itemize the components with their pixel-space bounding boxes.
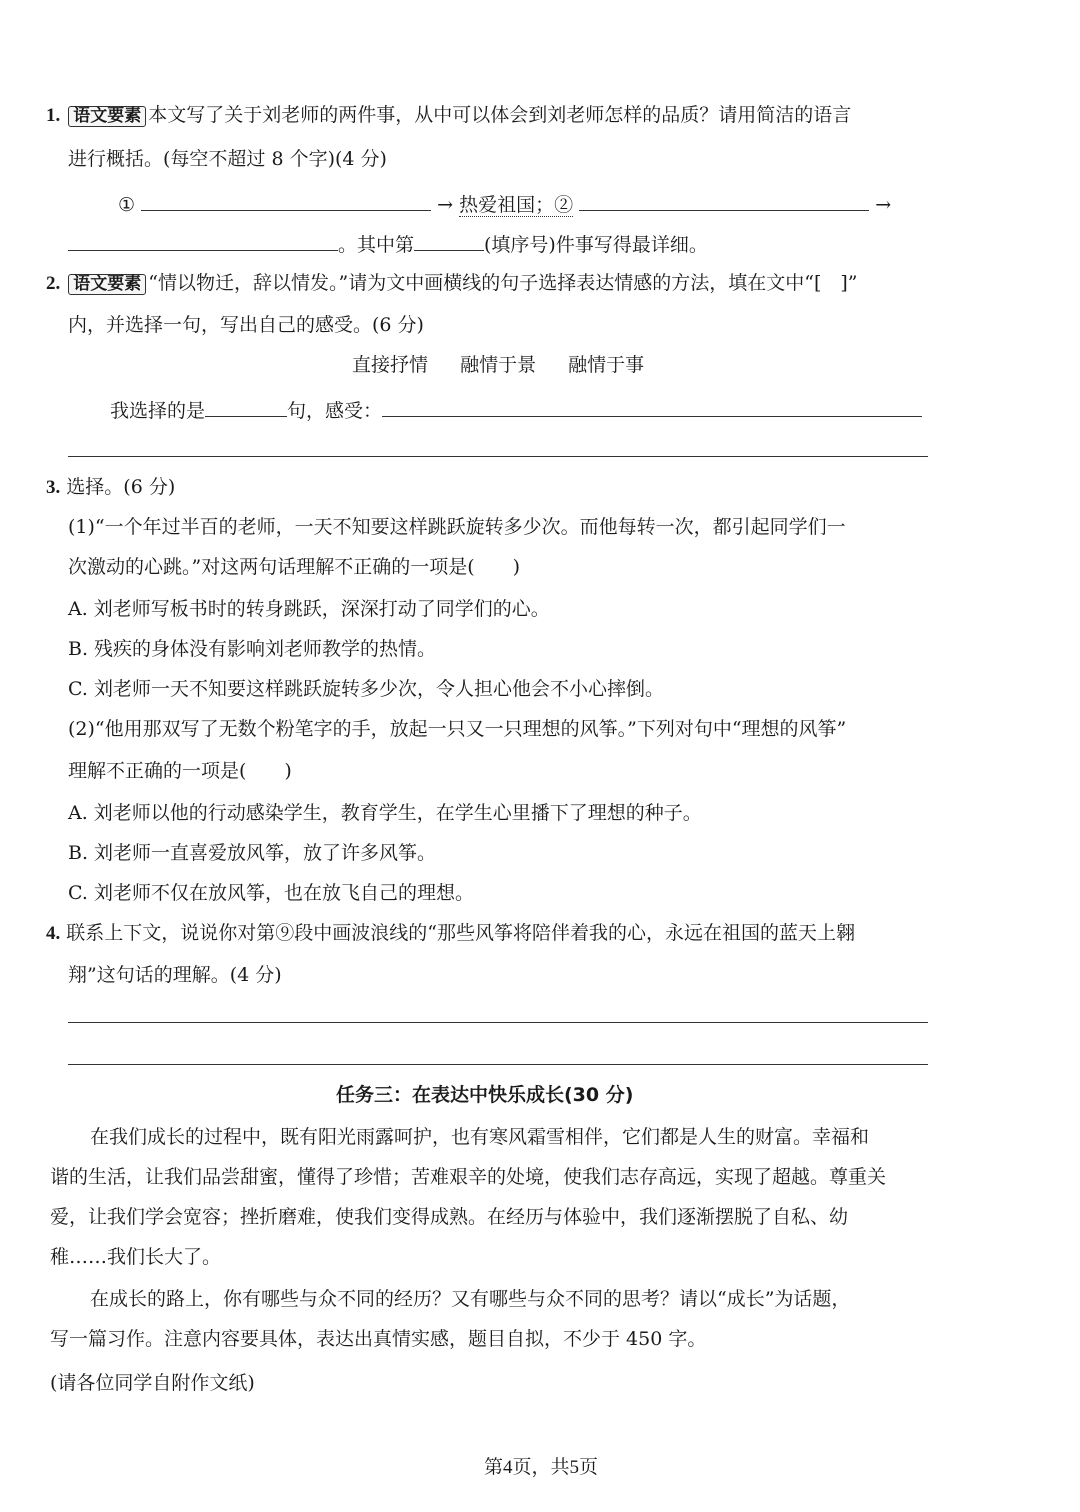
q3-sub1-option-a[interactable]: A. 刘老师写板书时的转身跳跃，深深打动了同学们的心。 [68,598,550,620]
q2-line1 [46,274,857,295]
q1-arrow1: → [437,194,454,216]
q2-text1: “情以物迁，辞以情发。”请为文中画横线的句子选择表达情感的方法，填在文中“[ ]” [148,272,858,294]
task3-p1-line1: 在我们成长的过程中，既有阳光雨露呵护，也有寒风霜雪相伴，它们都是人生的财富。幸福和 [90,1126,870,1148]
q3-sub2-stem2: 理解不正确的一项是( ) [68,760,292,782]
task3-note: (请各位同学自附作文纸) [50,1372,255,1394]
q1-line3 [118,192,891,215]
q2-answer-label2: 句，感受： [287,400,383,422]
q3-sub1-option-b[interactable]: B. 残疾的身体没有影响刘老师教学的热情。 [68,638,437,660]
q1-tail1: 。其中第 [338,234,415,256]
q1-number: 1. [46,105,61,126]
q2-options [352,356,644,375]
q3-sub1-stem1: (1)“一个年过半百的老师，一天不知要这样跳跃旋转多少次。而他每转一次，都引起同学们一 [68,516,846,538]
q2-answer-line2[interactable] [68,456,928,457]
q1-tag: 语文要素 [68,106,146,127]
q4-text1: 联系上下文，说说你对第⑨段中画波浪线的“那些风筝将陪伴着我的心，永远在祖国的蓝天上翱 [66,922,856,944]
task3-p2-line2: 写一篇习作。注意内容要具体，表达出真情实感，题目自拟，不少于 450 字。 [50,1328,707,1350]
q1-line1 [46,106,851,127]
q2-text2: 内，并选择一句，写出自己的感受。(6 分) [68,314,424,336]
q4-text2: 翔”这句话的理解。(4 分) [68,964,282,986]
q4-number: 4. [46,923,61,944]
q3-sub2-option-a[interactable]: A. 刘老师以他的行动感染学生，教育学生，在学生心里播下了理想的种子。 [68,802,702,824]
task3-p1-line3: 爱，让我们学会宽容；挫折磨难，使我们变得成熟。在经历与体验中，我们逐渐摆脱了自私、幼 [50,1206,849,1228]
task3-heading: 任务三：在表达中快乐成长(30 分) [336,1084,634,1106]
task3-p1-line2: 谐的生活，让我们品尝甜蜜，懂得了珍惜；苦难艰辛的处境，使我们志存高远，实现了超越。尊重关 [50,1166,887,1188]
q2-option-2: 融情于景 [460,354,537,376]
q1-text1: 本文写了关于刘老师的两件事，从中可以体会到刘老师怎样的品质？请用简洁的语言 [148,104,852,126]
q1-blank3[interactable] [68,232,338,251]
q3-number: 3. [46,477,61,498]
q1-circle1: ① [118,194,136,216]
q3-title: 选择。(6 分) [66,476,176,498]
q1-line4 [68,232,708,255]
q2-option-3: 融情于事 [568,354,645,376]
q4-line1 [46,924,855,943]
q1-blank2[interactable] [579,192,869,211]
q2-number: 2. [46,273,61,294]
q2-answer-label1: 我选择的是 [110,400,206,422]
q2-option-1: 直接抒情 [352,354,429,376]
q2-feeling-blank[interactable] [382,398,922,417]
q3-sub2-option-b[interactable]: B. 刘老师一直喜爱放风筝，放了许多风筝。 [68,842,437,864]
page-footer: 第4页，共5页 [484,1457,599,1478]
q3-sub2-option-c[interactable]: C. 刘老师不仅在放风筝，也在放飞自己的理想。 [68,882,474,904]
q2-answer-line [110,398,922,421]
q2-answer-blank[interactable] [205,398,287,417]
q1-middle: 热爱祖国；② [459,194,574,216]
task3-p1-line4: 稚……我们长大了。 [50,1246,222,1268]
q1-blank1[interactable] [141,192,431,211]
q1-blank4[interactable] [414,232,484,251]
q3-sub1-option-c[interactable]: C. 刘老师一天不知要这样跳跃旋转多少次，令人担心他会不小心摔倒。 [68,678,664,700]
q4-answer-line1[interactable] [68,1022,928,1023]
q2-tag: 语文要素 [68,274,146,295]
q3-title-line [46,478,175,497]
q1-arrow2: → [875,194,892,216]
task3-p2-line1: 在成长的路上，你有哪些与众不同的经历？又有哪些与众不同的思考？请以“成长”为话题， [90,1288,851,1310]
q3-sub1-stem2: 次激动的心跳。”对这两句话理解不正确的一项是( ) [68,556,521,578]
q4-answer-line2[interactable] [68,1064,928,1065]
q3-sub2-stem1: (2)“他用那双写了无数个粉笔字的手，放起一只又一只理想的风筝。”下列对句中“理想的风筝” [68,718,847,740]
q1-text2: 进行概括。(每空不超过 8 个字)(4 分) [68,148,387,170]
q1-tail2: (填序号)件事写得最详细。 [484,234,708,256]
